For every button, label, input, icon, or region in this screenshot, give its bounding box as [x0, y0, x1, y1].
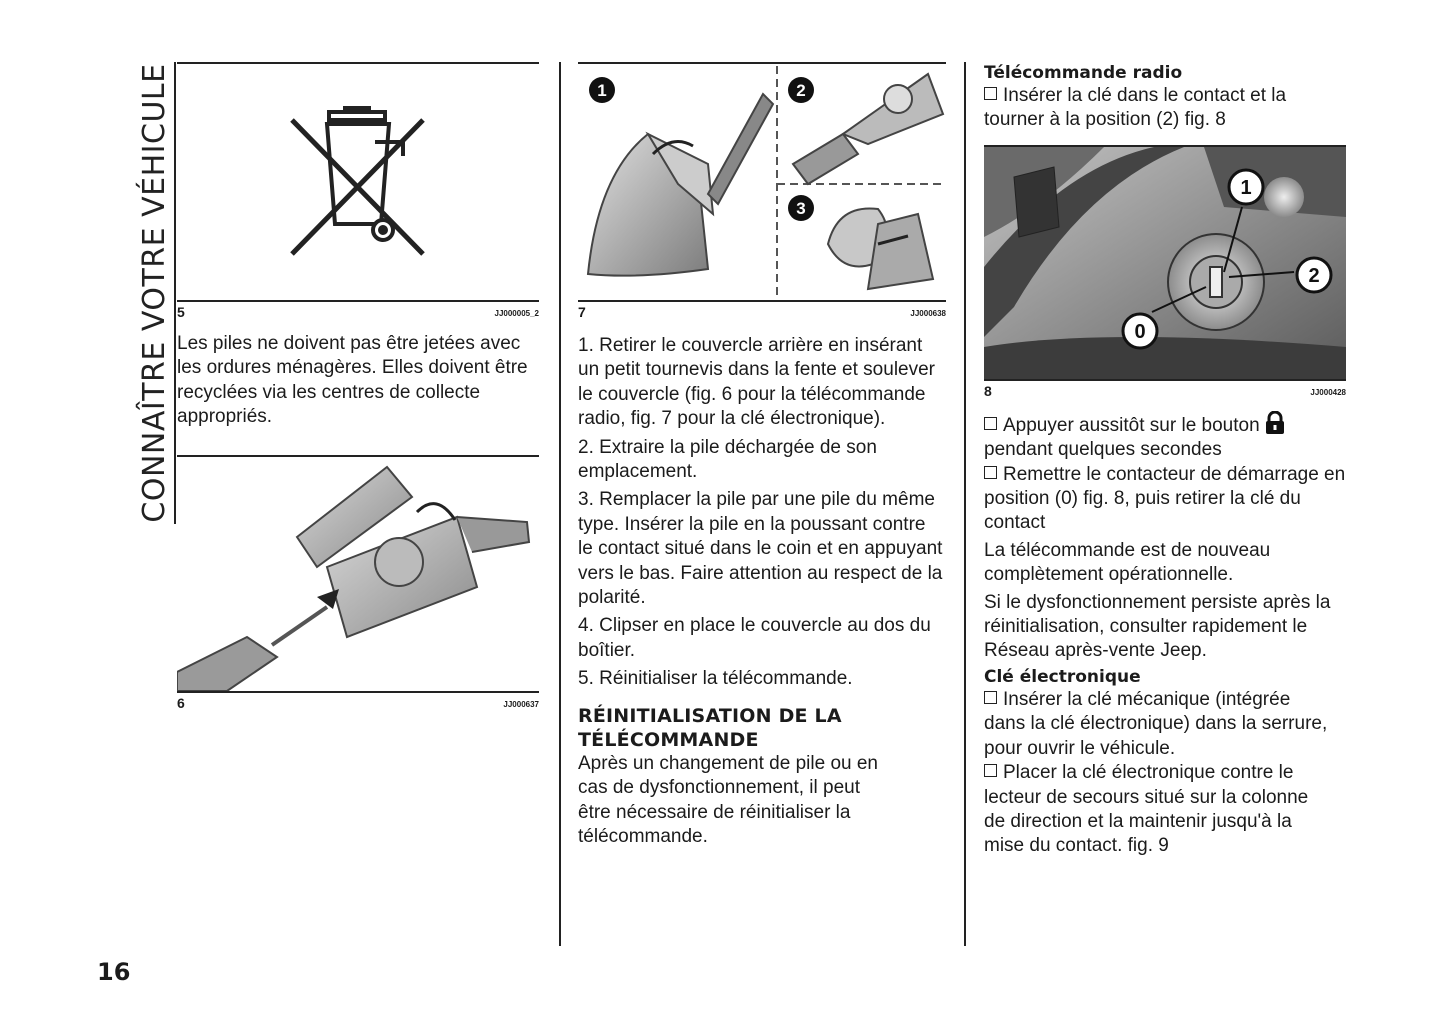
- checkbox-icon: [984, 764, 997, 777]
- step-5: 5. Réinitialiser la télécommande.: [578, 668, 853, 690]
- column-divider-2: [964, 62, 966, 946]
- figure-6-caption: 6 JJ000637: [177, 691, 539, 711]
- step-4: 4. Clipser en place le couvercle au dos du boîtier.: [578, 615, 931, 661]
- reset-paragraph: Après un changement de pile ou en cas de dysfonctionnement, il peut être nécessaire de réinitialiser la télécommande.: [578, 752, 878, 847]
- step-badge-3: 3: [796, 199, 806, 218]
- figure-5-caption: 5 JJ000005_2: [177, 300, 539, 320]
- radio-step-3: Remettre le contacteur de démarrage en position (0) fig. 8, puis retirer la clé du contact: [984, 463, 1346, 534]
- electronic-key-subheading: Clé électronique: [984, 666, 1141, 687]
- replacement-steps: [578, 334, 944, 692]
- figure-8-caption: 8 JJ000428: [984, 379, 1346, 399]
- figure-8: [984, 145, 1346, 379]
- step-1: 1. Retirer le couvercle arrière en insérant un petit tournevis dans la fente et soulever le couvercle (fig. 6 pour la télécommande radio, fig. 7 pour la clé électronique).: [578, 335, 936, 430]
- battery-disposal-paragraph: Les piles ne doivent pas être jetées avec les ordures ménagères. Elles doivent être recyclées via les centres de collecte appropriés.: [177, 333, 528, 428]
- sidebar: [136, 62, 176, 524]
- step-badge-1: 1: [597, 81, 607, 100]
- column-2: [578, 62, 946, 849]
- figure-7: [578, 62, 946, 300]
- radio-step-2: Appuyer aussitôt sur le bouton pendant quelques secondes: [984, 411, 1348, 463]
- radio-step-1: Insérer la clé dans le contact et la tourner à la position (2) fig. 8: [984, 85, 1287, 131]
- persistent-fault-paragraph: Si le dysfonctionnement persiste après la réinitialisation, consulter rapidement le Réseau après-vente Jeep.: [984, 591, 1331, 662]
- chapter-title: CONNAÎTRE VOTRE VÉHICULE: [137, 63, 172, 523]
- callout-0: 0: [1134, 320, 1146, 343]
- step-3: 3. Remplacer la pile par une pile du même type. Insérer la pile en la poussant contre le contact situé dans le coin et en appuyant vers le bas. Faire attention au respect de la polarité.: [578, 489, 943, 609]
- column-divider-1: [559, 62, 561, 946]
- checkbox-icon: [984, 466, 997, 479]
- lock-icon: [1264, 411, 1286, 435]
- page-number: 16: [97, 958, 131, 986]
- figure-7-caption: 7 JJ000638: [578, 300, 946, 320]
- key-step-1: Insérer la clé mécanique (intégrée dans la clé électronique) dans la serrure, pour ouvrir le véhicule.: [984, 688, 1328, 759]
- column-3: [984, 62, 1348, 859]
- radio-remote-subheading: Télécommande radio: [984, 63, 1183, 83]
- crossed-out-bin-icon: [177, 64, 539, 300]
- reset-heading: RÉINITIALISATION DE LA TÉLÉCOMMANDE: [578, 704, 842, 751]
- checkbox-icon: [984, 87, 997, 100]
- figure-6: [177, 455, 539, 691]
- key-step-2: Placer la clé électronique contre le lecteur de secours situé sur la colonne de direction et la maintenir jusqu'à la mise du contact. fig. 9: [984, 762, 1309, 857]
- callout-1: 1: [1240, 176, 1252, 199]
- step-badge-2: 2: [796, 81, 806, 100]
- figure-5: [177, 62, 539, 300]
- checkbox-icon: [984, 417, 997, 430]
- ignition-switch-illustration: [984, 147, 1346, 379]
- remote-key-open-illustration: [177, 457, 539, 691]
- remote-operational-paragraph: La télécommande est de nouveau complètement opérationnelle.: [984, 539, 1271, 586]
- callout-2: 2: [1308, 264, 1320, 287]
- checkbox-icon: [984, 691, 997, 704]
- electronic-key-battery-illustration: [578, 64, 946, 300]
- column-1: [177, 62, 539, 711]
- step-2: 2. Extraire la pile déchargée de son emplacement.: [578, 436, 877, 483]
